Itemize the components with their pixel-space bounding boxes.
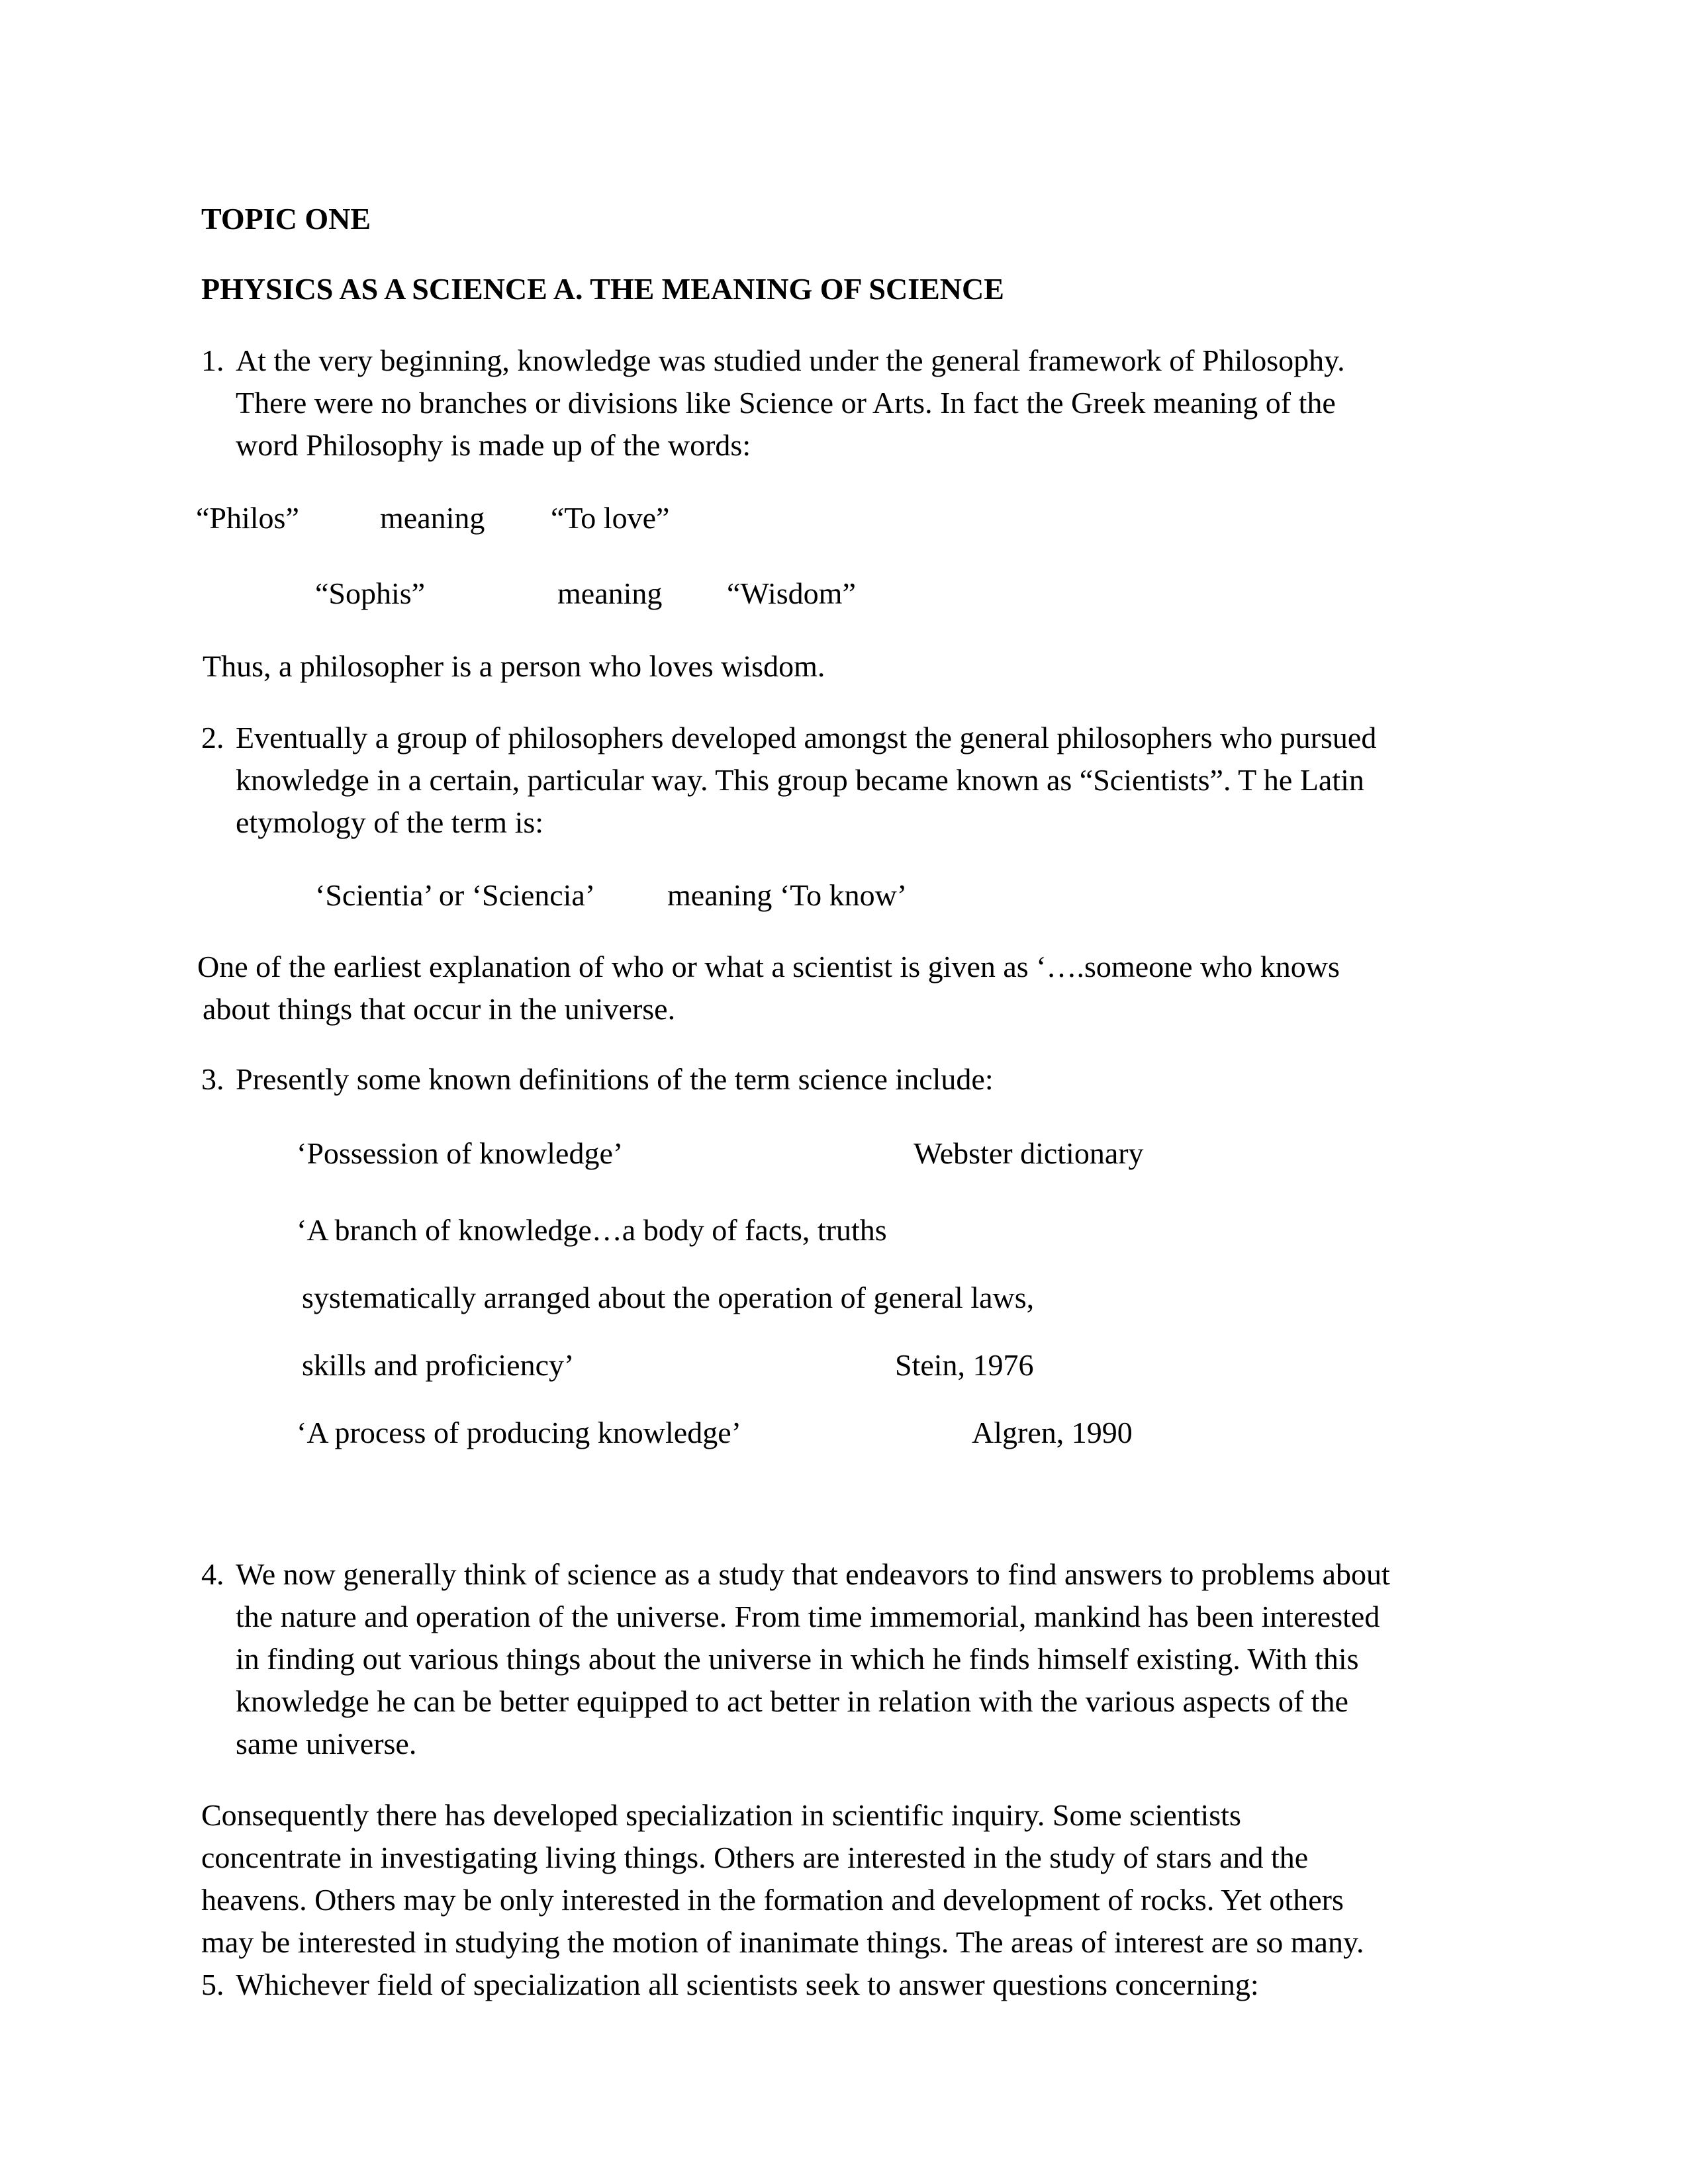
para4-line-5: same universe. — [236, 1727, 417, 1760]
latin-term: ‘Scientia’ or ‘Sciencia’ — [315, 878, 596, 912]
para2-line-3: etymology of the term is: — [236, 805, 544, 839]
para1-line-2: There were no branches or divisions like Science or Arts. In fact the Greek meaning of the — [236, 386, 1336, 420]
greek-meaning-word-2: meaning — [557, 576, 663, 610]
explanation-line-2: about things that occur in the universe. — [203, 992, 676, 1026]
explanation-line-1: One of the earliest explanation of who or what a scientist is given as ‘….someone who knows — [197, 950, 1340, 983]
greek-meaning-philos: “To love” — [551, 501, 670, 535]
greek-term-sophis: “Sophis” — [315, 576, 426, 610]
para1-number: 1. — [201, 343, 224, 377]
philosopher-statement: Thus, a philosopher is a person who loves wisdom. — [203, 649, 825, 683]
definition-2-line-1: ‘A branch of knowledge…a body of facts, truths — [297, 1213, 887, 1247]
para3-line: Presently some known definitions of the term science include: — [236, 1062, 994, 1096]
greek-term-philos: “Philos” — [196, 501, 299, 535]
topic-heading: TOPIC ONE — [201, 202, 371, 236]
specialization-line-1: Consequently there has developed specialization in scientific inquiry. Some scientists — [201, 1798, 1241, 1832]
definition-1-text: ‘Possession of knowledge’ — [297, 1136, 624, 1170]
definition-2-line-3: skills and proficiency’ — [302, 1348, 575, 1382]
definition-2-line-2: systematically arranged about the operation of general laws, — [302, 1281, 1035, 1314]
para5-number: 5. — [201, 1968, 224, 2001]
para3-number: 3. — [201, 1062, 224, 1096]
section-heading: PHYSICS AS A SCIENCE A. THE MEANING OF SCIENCE — [201, 272, 1004, 306]
greek-meaning-sophis: “Wisdom” — [727, 576, 856, 610]
para2-line-2: knowledge in a certain, particular way. This group became known as “Scientists”. T he Latin — [236, 763, 1364, 797]
specialization-line-2: concentrate in investigating living things. Others are interested in the study of stars and the — [201, 1841, 1309, 1874]
para2-line-1: Eventually a group of philosophers developed amongst the general philosophers who pursued — [236, 721, 1377, 754]
greek-meaning-word-1: meaning — [380, 501, 485, 535]
definition-1-source: Webster dictionary — [914, 1136, 1144, 1170]
latin-meaning: meaning ‘To know’ — [667, 878, 908, 912]
definition-2-source: Stein, 1976 — [895, 1348, 1034, 1382]
definition-3-text: ‘A process of producing knowledge’ — [297, 1416, 741, 1449]
para4-line-1: We now generally think of science as a study that endeavors to find answers to problems about — [236, 1557, 1390, 1591]
para1-line-3: word Philosophy is made up of the words: — [236, 428, 751, 462]
para4-line-4: knowledge he can be better equipped to act better in relation with the various aspects of the — [236, 1684, 1348, 1718]
para2-number: 2. — [201, 721, 224, 754]
definition-3-source: Algren, 1990 — [972, 1416, 1133, 1449]
para4-number: 4. — [201, 1557, 224, 1591]
specialization-line-3: heavens. Others may be only interested in the formation and development of rocks. Yet others — [201, 1883, 1344, 1917]
specialization-line-4: may be interested in studying the motion of inanimate things. The areas of interest are so many. — [201, 1925, 1364, 1959]
para4-line-3: in finding out various things about the universe in which he finds himself existing. With this — [236, 1642, 1359, 1676]
para4-line-2: the nature and operation of the universe. From time immemorial, mankind has been interested — [236, 1600, 1380, 1633]
para5-line: Whichever field of specialization all scientists seek to answer questions concerning: — [236, 1968, 1259, 2001]
para1-line-1: At the very beginning, knowledge was studied under the general framework of Philosophy. — [236, 343, 1345, 377]
